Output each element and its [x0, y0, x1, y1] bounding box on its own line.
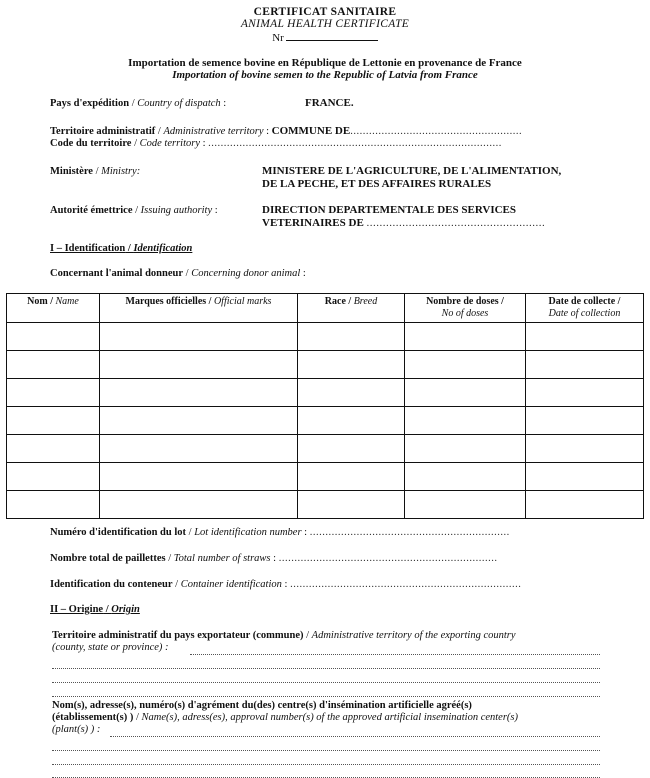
table-row: [7, 491, 644, 519]
table-cell[interactable]: [405, 491, 526, 519]
section2-heading: II – Origine / Origin: [50, 604, 140, 615]
centre-line[interactable]: [52, 752, 600, 765]
code-label-en: Code territory: [139, 138, 200, 149]
table-cell[interactable]: [7, 435, 100, 463]
dispatch-label-fr: Pays d'expédition: [50, 98, 130, 109]
authority-value-1: DIRECTION DEPARTEMENTALE DES SERVICES: [262, 204, 517, 216]
centre-line[interactable]: [52, 765, 600, 778]
code-row: Code du territoire / Code territory : ..............................................................................................: [50, 138, 502, 149]
section1-heading-en: Identification: [133, 243, 193, 254]
table-cell[interactable]: [100, 351, 298, 379]
centre-en-2: (plant(s) ) :: [52, 724, 101, 735]
col-header-breed: Race / Breed: [298, 294, 405, 323]
table-cell[interactable]: [7, 351, 100, 379]
authority-label-fr: Autorité émettrice: [50, 205, 133, 216]
table-header-row: [7, 294, 644, 323]
admin-territory-line[interactable]: [52, 684, 600, 697]
dispatch-label-en: Country of dispatch: [137, 98, 221, 109]
table-cell[interactable]: [405, 351, 526, 379]
table-cell[interactable]: [7, 379, 100, 407]
table-cell[interactable]: [7, 491, 100, 519]
centre-line[interactable]: [52, 738, 600, 751]
certificate-number: [0, 31, 650, 44]
dispatch-label: Pays d'expédition / Country of dispatch :: [50, 98, 227, 109]
authority-value-2: VETERINAIRES DE .......................................................: [262, 217, 546, 229]
table-cell[interactable]: [298, 407, 405, 435]
admin-territory-line[interactable]: [52, 656, 600, 669]
donor-label-fr: Concernant l'animal donneur: [50, 268, 184, 279]
title-en: ANIMAL HEALTH CERTIFICATE: [240, 18, 410, 30]
table-cell[interactable]: [7, 407, 100, 435]
lot-label-fr: Numéro d'identification du lot: [50, 527, 187, 538]
table-cell[interactable]: [100, 407, 298, 435]
centre-line[interactable]: [110, 724, 600, 737]
centre-paragraph: Nom(s), adresse(s), numéro(s) d'agrément du(des) centre(s) d'insémination artificielle agréé(s) (établissement(s) ) / Name(s), adress(es), approval number(s) of the approved artificial insemination center(s) (plant(s) ) :: [52, 700, 519, 735]
table-row: [7, 351, 644, 379]
container-label-en: Container identification: [180, 579, 282, 590]
authority-label: Autorité émettrice / Issuing authority :: [50, 205, 218, 216]
table-cell[interactable]: [405, 323, 526, 351]
section1-heading: I – Identification / Identification: [50, 243, 193, 254]
lot-label-en: Lot identification number: [194, 527, 302, 538]
col-doses-fr: Nombre de doses: [426, 296, 499, 307]
col-marks-en: Official marks: [213, 296, 272, 307]
table-cell[interactable]: [298, 435, 405, 463]
col-header-name: Nom / Name: [7, 294, 100, 323]
admin-territory-line[interactable]: [52, 670, 600, 683]
subject-fr: Importation de semence bovine en République de Lettonie en provenance de France: [128, 57, 522, 69]
ministry-value-2: DE LA PECHE, ET DES AFFAIRES RURALES: [262, 178, 492, 190]
ministry-label-en: Ministry:: [101, 166, 141, 177]
table-cell[interactable]: [7, 463, 100, 491]
straws-label-fr: Nombre total de paillettes: [50, 553, 166, 564]
section2-heading-fr: II – Origine: [50, 604, 104, 615]
nr-blank-line: [286, 31, 378, 41]
table-cell[interactable]: [405, 435, 526, 463]
table-cell[interactable]: [298, 463, 405, 491]
table-cell[interactable]: [526, 407, 644, 435]
admin-territory-line[interactable]: [190, 642, 600, 655]
table-cell[interactable]: [100, 463, 298, 491]
table-cell[interactable]: [526, 351, 644, 379]
table-row: [7, 463, 644, 491]
admin-territory-en-2: (county, state or province) :: [52, 642, 169, 653]
straws-label-en: Total number of straws: [173, 553, 271, 564]
admin-territory-en: Administrative territory of the exporting country: [311, 630, 516, 641]
table-cell[interactable]: [405, 463, 526, 491]
table-cell[interactable]: [100, 435, 298, 463]
table-cell[interactable]: [100, 379, 298, 407]
table-cell[interactable]: [298, 351, 405, 379]
ministry-label: Ministère / Ministry:: [50, 166, 141, 177]
col-breed-fr: Race: [324, 296, 346, 307]
section2-heading-en: Origin: [111, 604, 140, 615]
table-cell[interactable]: [405, 407, 526, 435]
lot-row: Numéro d'identification du lot / Lot identification number : ................................................................: [50, 527, 510, 538]
code-label-fr: Code du territoire: [50, 138, 132, 149]
donor-table: [6, 293, 644, 519]
table-row: [7, 379, 644, 407]
table-cell[interactable]: [298, 323, 405, 351]
table-cell[interactable]: [405, 379, 526, 407]
donor-label: Concernant l'animal donneur / Concerning donor animal :: [50, 268, 306, 279]
territory-label-en: Administrative territory: [163, 126, 264, 137]
territory-value: COMMUNE DE: [271, 125, 351, 137]
table-cell[interactable]: [7, 323, 100, 351]
col-date-fr: Date de collecte: [548, 296, 616, 307]
table-cell[interactable]: [526, 435, 644, 463]
territory-label-fr: Territoire administratif: [50, 126, 156, 137]
container-label-fr: Identification du conteneur: [50, 579, 173, 590]
centre-fr-2: (établissement(s) ): [52, 712, 134, 723]
admin-territory-fr: Territoire administratif du pays exportateur (commune): [52, 630, 304, 641]
col-marks-fr: Marques officielles: [125, 296, 207, 307]
table-cell[interactable]: [526, 463, 644, 491]
col-header-doses: Nombre de doses / No of doses: [405, 294, 526, 323]
table-cell[interactable]: [100, 323, 298, 351]
territory-row: Territoire administratif / Administrative territory : COMMUNE DE.......................................................: [50, 125, 523, 137]
col-header-marks: Marques officielles / Official marks: [100, 294, 298, 323]
ministry-label-fr: Ministère: [50, 166, 93, 177]
col-name-en: Name: [55, 296, 79, 307]
table-row: [7, 323, 644, 351]
col-breed-en: Breed: [353, 296, 378, 307]
nr-label: Nr: [272, 32, 284, 44]
subject-en: Importation of bovine semen to the Republic of Latvia from France: [172, 69, 478, 81]
col-doses-en: No of doses: [441, 308, 489, 319]
centre-fr-1: Nom(s), adresse(s), numéro(s) d'agrément du(des) centre(s) d'insémination artificielle agréé(s): [52, 700, 472, 711]
container-row: Identification du conteneur / Container identification : ..........................................................................: [50, 579, 522, 590]
table-cell[interactable]: [298, 491, 405, 519]
admin-territory-paragraph: Territoire administratif du pays exportateur (commune) / Administrative territory of the exporting country (county, state or province) :: [52, 630, 516, 653]
col-name-fr: Nom: [27, 296, 48, 307]
section1-heading-fr: I – Identification: [50, 243, 126, 254]
table-row: [7, 435, 644, 463]
table-row: [7, 407, 644, 435]
authority-label-en: Issuing authority: [140, 205, 213, 216]
table-cell[interactable]: [100, 491, 298, 519]
ministry-value-1: MINISTERE DE L'AGRICULTURE, DE L'ALIMENTATION,: [262, 165, 562, 177]
authority-value-2-text: VETERINAIRES DE: [262, 217, 364, 229]
col-date-en: Date of collection: [548, 308, 621, 319]
title-fr: CERTIFICAT SANITAIRE: [253, 6, 397, 18]
straws-row: Nombre total de paillettes / Total number of straws : ......................................................................: [50, 553, 498, 564]
table-cell[interactable]: [526, 323, 644, 351]
dispatch-value: FRANCE.: [305, 97, 354, 109]
table-cell[interactable]: [526, 379, 644, 407]
col-header-date: Date de collecte / Date of collection: [526, 294, 644, 323]
table-cell[interactable]: [298, 379, 405, 407]
donor-label-en: Concerning donor animal: [191, 268, 301, 279]
centre-en-1: Name(s), adress(es), approval number(s) of the approved artificial insemination center(s): [141, 712, 519, 723]
table-cell[interactable]: [526, 491, 644, 519]
